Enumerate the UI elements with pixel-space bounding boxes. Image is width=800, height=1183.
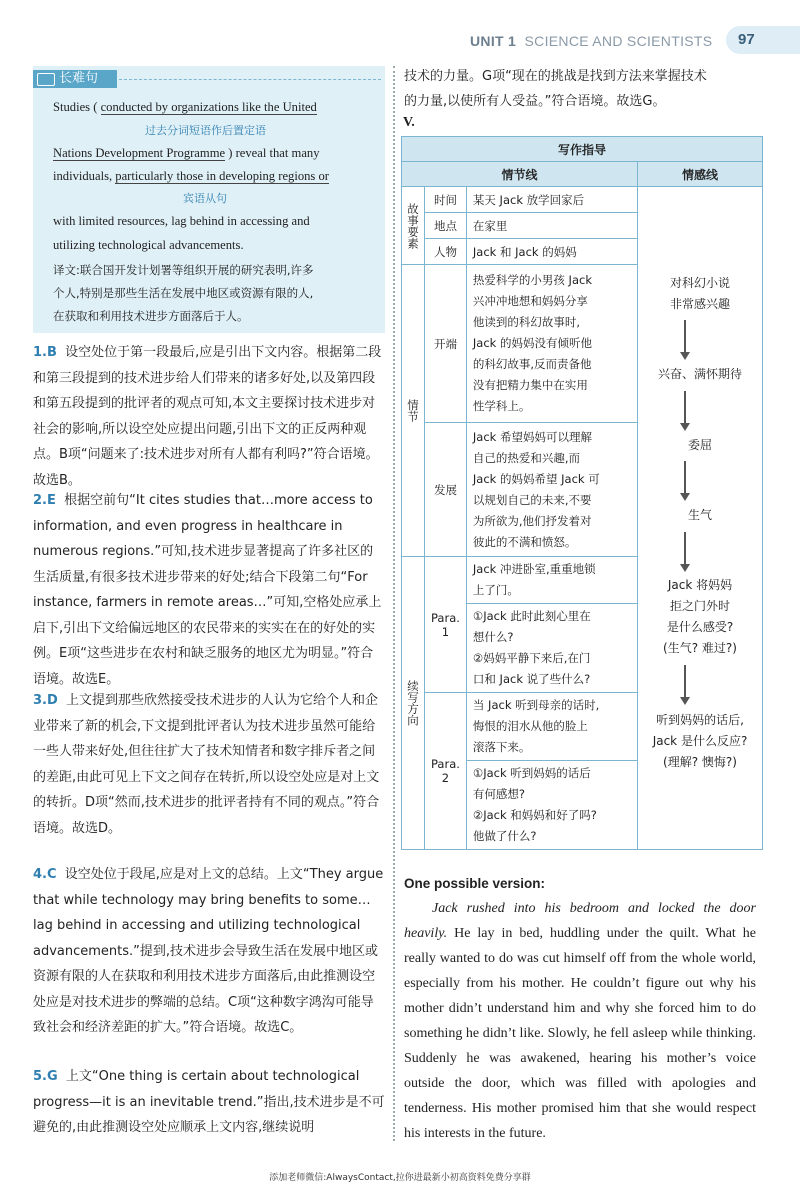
sentence-line-5: utilizing technological advancements.	[53, 238, 244, 252]
element-people-value: Jack 和 Jack 的妈妈	[466, 239, 637, 265]
arrow-down-icon	[684, 320, 686, 354]
guide-title: 写作指导	[402, 137, 763, 162]
translation-line-2: 个人,特别是那些生活在发展中地区或资源有限的人,	[53, 286, 314, 300]
para1-first-sentence: Jack 冲进卧室,重重地锁 上了门。	[466, 557, 637, 604]
plot-label: 情节	[402, 265, 425, 557]
continued-line-1: 技术的力量。G项“现在的挑战是找到方法来掌握技术	[404, 69, 707, 84]
arrow-down-icon	[684, 532, 686, 566]
development-label: 发展	[425, 423, 467, 557]
para1-questions: ①Jack 此时此刻心里在 想什么? ②妈妈平静下来后,在门 口和 Jack 说了些什么?	[466, 604, 637, 693]
footer-note: 添加老师微信:AlwaysContact,拉你进最新小初高资料免费分享群	[269, 1173, 531, 1183]
sentence-line-2: Nations Development Programme ) reveal that many	[53, 146, 320, 160]
running-header: UNIT 1 SCIENCE AND SCIENTISTS	[470, 33, 713, 49]
story-elements-label: 故事要素	[402, 187, 425, 265]
version-body	[404, 896, 756, 1146]
section-v-label: V.	[403, 115, 415, 130]
para1-label: Para. 1	[425, 557, 467, 693]
continuation-label: 续写方向	[402, 557, 425, 850]
development-text: Jack 希望妈妈可以理解 自己的热爱和兴趣,而 Jack 的妈妈希望 Jack 可 以规划自己的未来,不要 为所欲为,他们抒发着对 彼此的不满和愤怒。	[466, 423, 637, 557]
arrow-down-icon	[684, 391, 686, 425]
col-plot-line: 情节线	[402, 162, 638, 187]
element-people-key: 人物	[425, 239, 467, 265]
continued-line-2: 的力量,以使所有人受益。”符合语境。故选G。	[404, 94, 666, 109]
dashed-rule	[119, 79, 381, 80]
element-time-value: 某天 Jack 放学回家后	[466, 187, 637, 213]
answer-4: 4.C 设空处位于段尾,应是对上文的总结。上文“They argue that while technology may bring benefits to some…lag behind in accessing and utilizing technological advancements.”提到,技术进步会导致生活在发展中地区或资源有限的人在获取和利用技术进步方面落后,由此推测设空处应是对技术进步的弊端的总结。C项“这种数字鸿沟可能导致社会和经济差距的扩大。”符合语境。故选C。	[33, 867, 384, 1035]
arrow-down-icon	[684, 665, 686, 699]
para2-first-sentence: 当 Jack 听到母亲的话时, 悔恨的泪水从他的脸上 滚落下来。	[466, 693, 637, 761]
sentence-line-3: individuals, particularly those in developing regions or	[53, 169, 329, 183]
beginning-label: 开端	[425, 265, 467, 423]
answer-2: 2.E 根据空前句“It cites studies that…more access to information, and even progress in healthcare in numerous regions.”可知,技术进步显著提高了许多社区的生活质量,有很多技术进步带来的好处;结合下段第二句“For instance, farmers in remote areas…”可知,空格处应承上启下,引出下文给偏远地区的农民带来的实实在在的好处的实例。E项“这些进步在农村和缺乏服务的地区尤为明显。”符合语境。故选E。	[33, 493, 382, 687]
emotion-2: 兴奋、满怀期待	[657, 367, 742, 381]
emotion-4: 生气	[687, 508, 712, 522]
long-sentence-box	[33, 66, 385, 333]
arrow-down-icon	[684, 461, 686, 495]
version-body-text: He lay in bed, huddling under the quilt. What he really wanted to do was cut himself off from the whole world, especially from his mother. He couldn’t figure out why his mother didn’t understand him and why she forced him to do something he didn’t like. Slowly, he fell asleep while thinking. Suddenly he was awakened, hearing his mother’s voice outside the door, which was filled with apologies and tenderness. His mother promised him that she would respect his interests in the future.	[404, 926, 756, 1141]
annotation-clause: 宾语从句	[183, 192, 227, 205]
emotion-6: 听到妈妈的话后, Jack 是什么反应? (理解? 懊悔?)	[652, 713, 748, 769]
col-emotion-line: 情感线	[638, 162, 763, 187]
emotion-5: Jack 将妈妈 拒之门外时 是什么感受? (生气? 难过?)	[663, 578, 737, 655]
version-heading: One possible version:	[404, 876, 546, 891]
answer-5: 5.G 上文“One thing is certain about technological progress—it is an inevitable trend.”指出,技术进步是不可避免的,由此推测设空处应顺承上文内容,继续说明	[33, 1069, 385, 1135]
element-time-key: 时间	[425, 187, 467, 213]
answer-3: 3.D 上文提到那些欣然接受技术进步的人认为它给个人和企业带来了新的机会,下文提到批评者认为技术进步虽然可能给一些人带来好处,但往往扩大了技术知情者和数字排斥者之间的差距,由此可见上下文之间存在转折,所以设空处应是对上文的转折。D项“然而,技术进步的批评者持有不同的观点。”符合语境。故选D。	[33, 693, 380, 836]
sentence-line-1: Studies ( conducted by organizations like the United	[53, 100, 317, 114]
book-icon	[37, 73, 55, 86]
version-first-sentence: Jack rushed into his bedroom and locked the door heavily.	[404, 901, 756, 941]
emotion-1: 对科幻小说 非常感兴趣	[669, 276, 730, 311]
column-divider	[393, 66, 395, 1141]
para2-questions: ①Jack 听到妈妈的话后 有何感想? ②Jack 和妈妈和好了吗? 他做了什么?	[466, 761, 637, 850]
element-place-value: 在家里	[466, 213, 637, 239]
translation-line-1: 译文:联合国开发计划署等组织开展的研究表明,许多	[53, 263, 314, 277]
answer-1: 1.B 设空处位于第一段最后,应是引出下文内容。根据第二段和第三段提到的技术进步给人们带来的诸多好处,以及第四段和第五段提到的批评者的观点可知,本文主要探讨技术进步对社会的影响,所以设空处应提出问题,引出下文的正反两种观点。B项“问题来了:技术进步对所有人都有利吗?”符合语境。故选B。	[33, 345, 382, 488]
element-place-key: 地点	[425, 213, 467, 239]
page-number: 97	[726, 26, 800, 54]
long-sentence-tag: 长难句	[33, 70, 117, 88]
translation-line-3: 在获取和利用技术进步方面落后于人。	[53, 309, 249, 323]
annotation-participle: 过去分词短语作后置定语	[145, 124, 266, 137]
emotion-3: 委屈	[687, 438, 712, 452]
beginning-text: 热爱科学的小男孩 Jack 兴冲冲地想和妈妈分享 他读到的科幻故事时, Jack 的妈妈没有倾听他 的科幻故事,反而责备他 没有把精力集中在实用 性学科上。	[466, 265, 637, 423]
sentence-line-4: with limited resources, lag behind in accessing and	[53, 214, 310, 228]
possible-version	[404, 871, 756, 1146]
answer-5-continued	[404, 64, 764, 114]
para2-label: Para. 2	[425, 693, 467, 850]
